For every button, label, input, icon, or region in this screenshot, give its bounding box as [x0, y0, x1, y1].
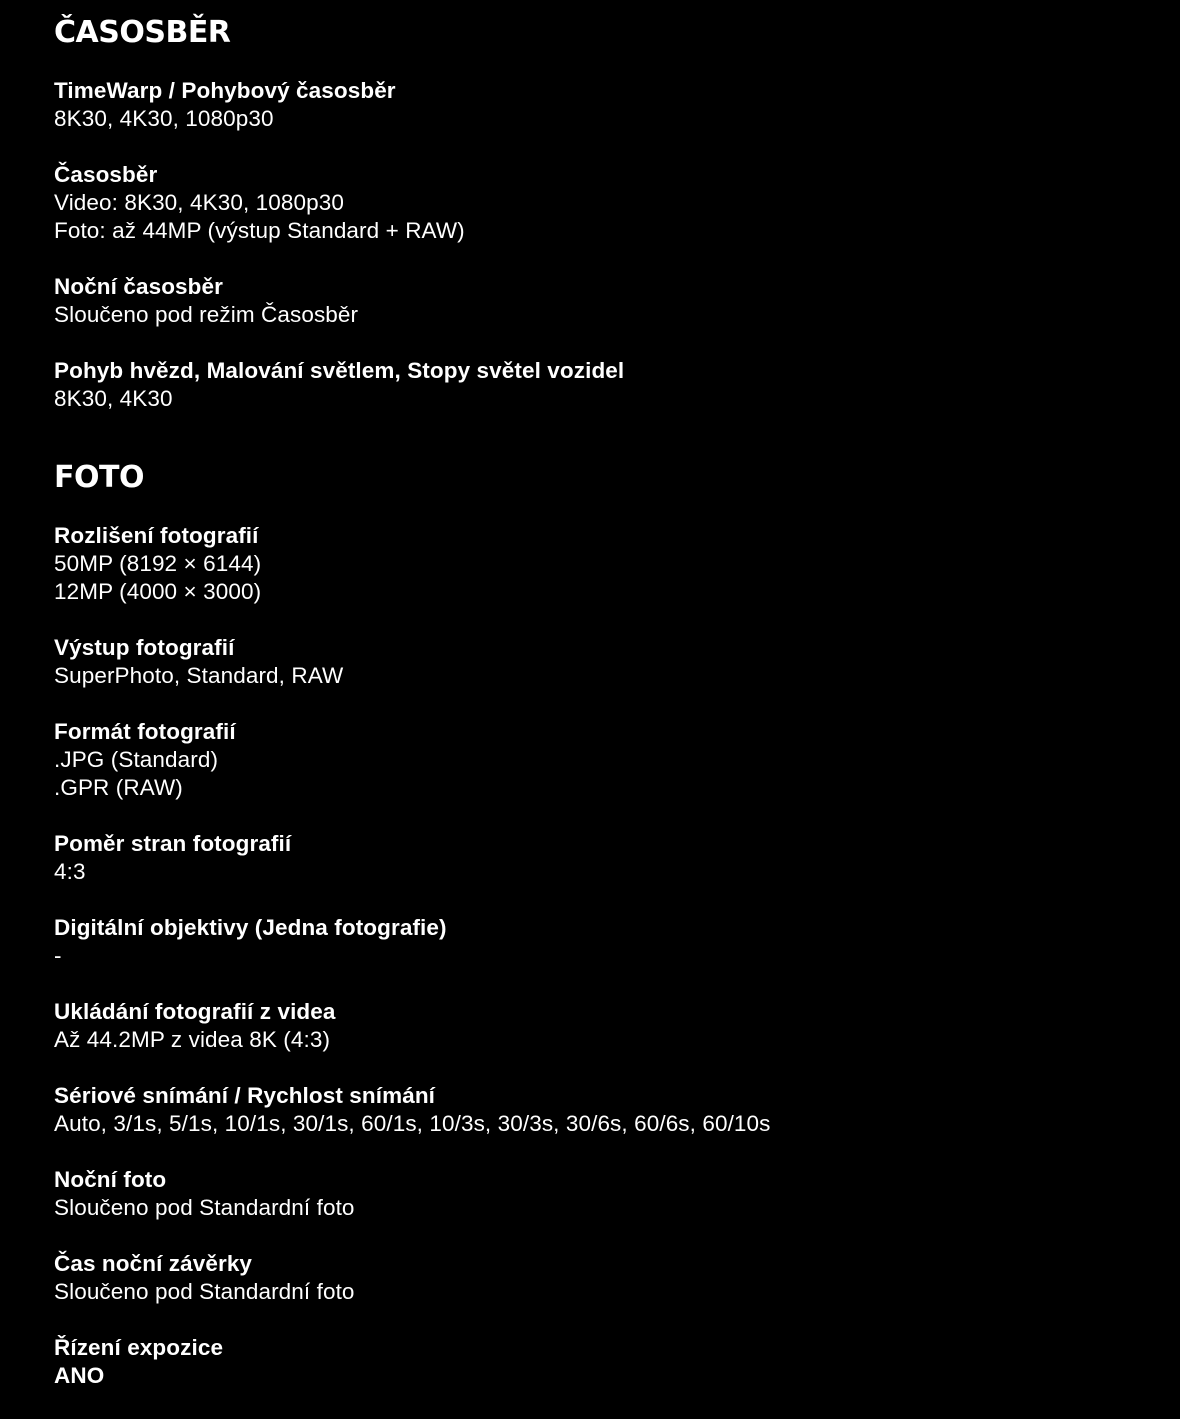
spec-burst-rate [54, 1082, 1180, 1138]
spec-timelapse [54, 161, 1180, 245]
spec-label: Sériové snímání / Rychlost snímání [54, 1083, 436, 1108]
spec-value: .GPR (RAW) [54, 775, 183, 800]
spec-value: Až 44.2MP z videa 8K (4:3) [54, 1027, 331, 1052]
spec-timewarp [54, 77, 1180, 133]
spec-value: .JPG (Standard) [54, 747, 219, 772]
spec-night-shutter [54, 1250, 1180, 1306]
spec-value: SuperPhoto, Standard, RAW [54, 663, 344, 688]
spec-value: 50MP (8192 × 6144) [54, 551, 262, 576]
spec-value: Auto, 3/1s, 5/1s, 10/1s, 30/1s, 60/1s, 10/3s, 30/3s, 30/6s, 60/6s, 60/10s [54, 1111, 771, 1136]
spec-value: Sloučeno pod režim Časosběr [54, 302, 359, 327]
spec-value: 8K30, 4K30, 1080p30 [54, 106, 274, 131]
spec-value: 8K30, 4K30 [54, 386, 173, 411]
spec-label: Rozlišení fotografií [54, 523, 259, 548]
spec-exposure-control [54, 1334, 1180, 1390]
spec-label: Řízení expozice [54, 1335, 224, 1360]
spec-value: 12MP (4000 × 3000) [54, 579, 262, 604]
spec-digital-lenses [54, 914, 1180, 970]
spec-label: Čas noční závěrky [54, 1251, 253, 1276]
section-timelapse [54, 0, 1180, 413]
spec-label: Časosběr [54, 162, 158, 187]
spec-photo-resolution [54, 522, 1180, 606]
spec-label: TimeWarp / Pohybový časosběr [54, 78, 396, 103]
spec-label: Poměr stran fotografií [54, 831, 292, 856]
spec-label: Formát fotografií [54, 719, 236, 744]
spec-label: Výstup fotografií [54, 635, 235, 660]
spec-value: Sloučeno pod Standardní foto [54, 1279, 355, 1304]
spec-value: Foto: až 44MP (výstup Standard + RAW) [54, 218, 465, 243]
spec-photo-aspect-ratio [54, 830, 1180, 886]
spec-label: Ukládání fotografií z videa [54, 999, 336, 1024]
spec-label: Noční časosběr [54, 274, 223, 299]
spec-frame-grab [54, 998, 1180, 1054]
spec-label: Digitální objektivy (Jedna fotografie) [54, 915, 447, 940]
section-title-photo: FOTO [54, 460, 144, 495]
spec-star-trails [54, 357, 1180, 413]
spec-night-lapse [54, 273, 1180, 329]
spec-value: 4:3 [54, 859, 86, 884]
spec-label: Noční foto [54, 1167, 167, 1192]
spec-list-photo [54, 522, 1180, 1390]
spec-value: ANO [54, 1363, 105, 1388]
section-title-timelapse: ČASOSBĚR [54, 15, 231, 50]
spec-value: - [54, 943, 62, 968]
spec-photo-format [54, 718, 1180, 802]
spec-value: Video: 8K30, 4K30, 1080p30 [54, 190, 344, 215]
section-photo [54, 461, 1180, 1390]
spec-label: Pohyb hvězd, Malování světlem, Stopy světel vozidel [54, 358, 625, 383]
spec-night-photo [54, 1166, 1180, 1222]
spec-value: Sloučeno pod Standardní foto [54, 1195, 355, 1220]
spec-photo-output [54, 634, 1180, 690]
spec-list-timelapse [54, 77, 1180, 413]
